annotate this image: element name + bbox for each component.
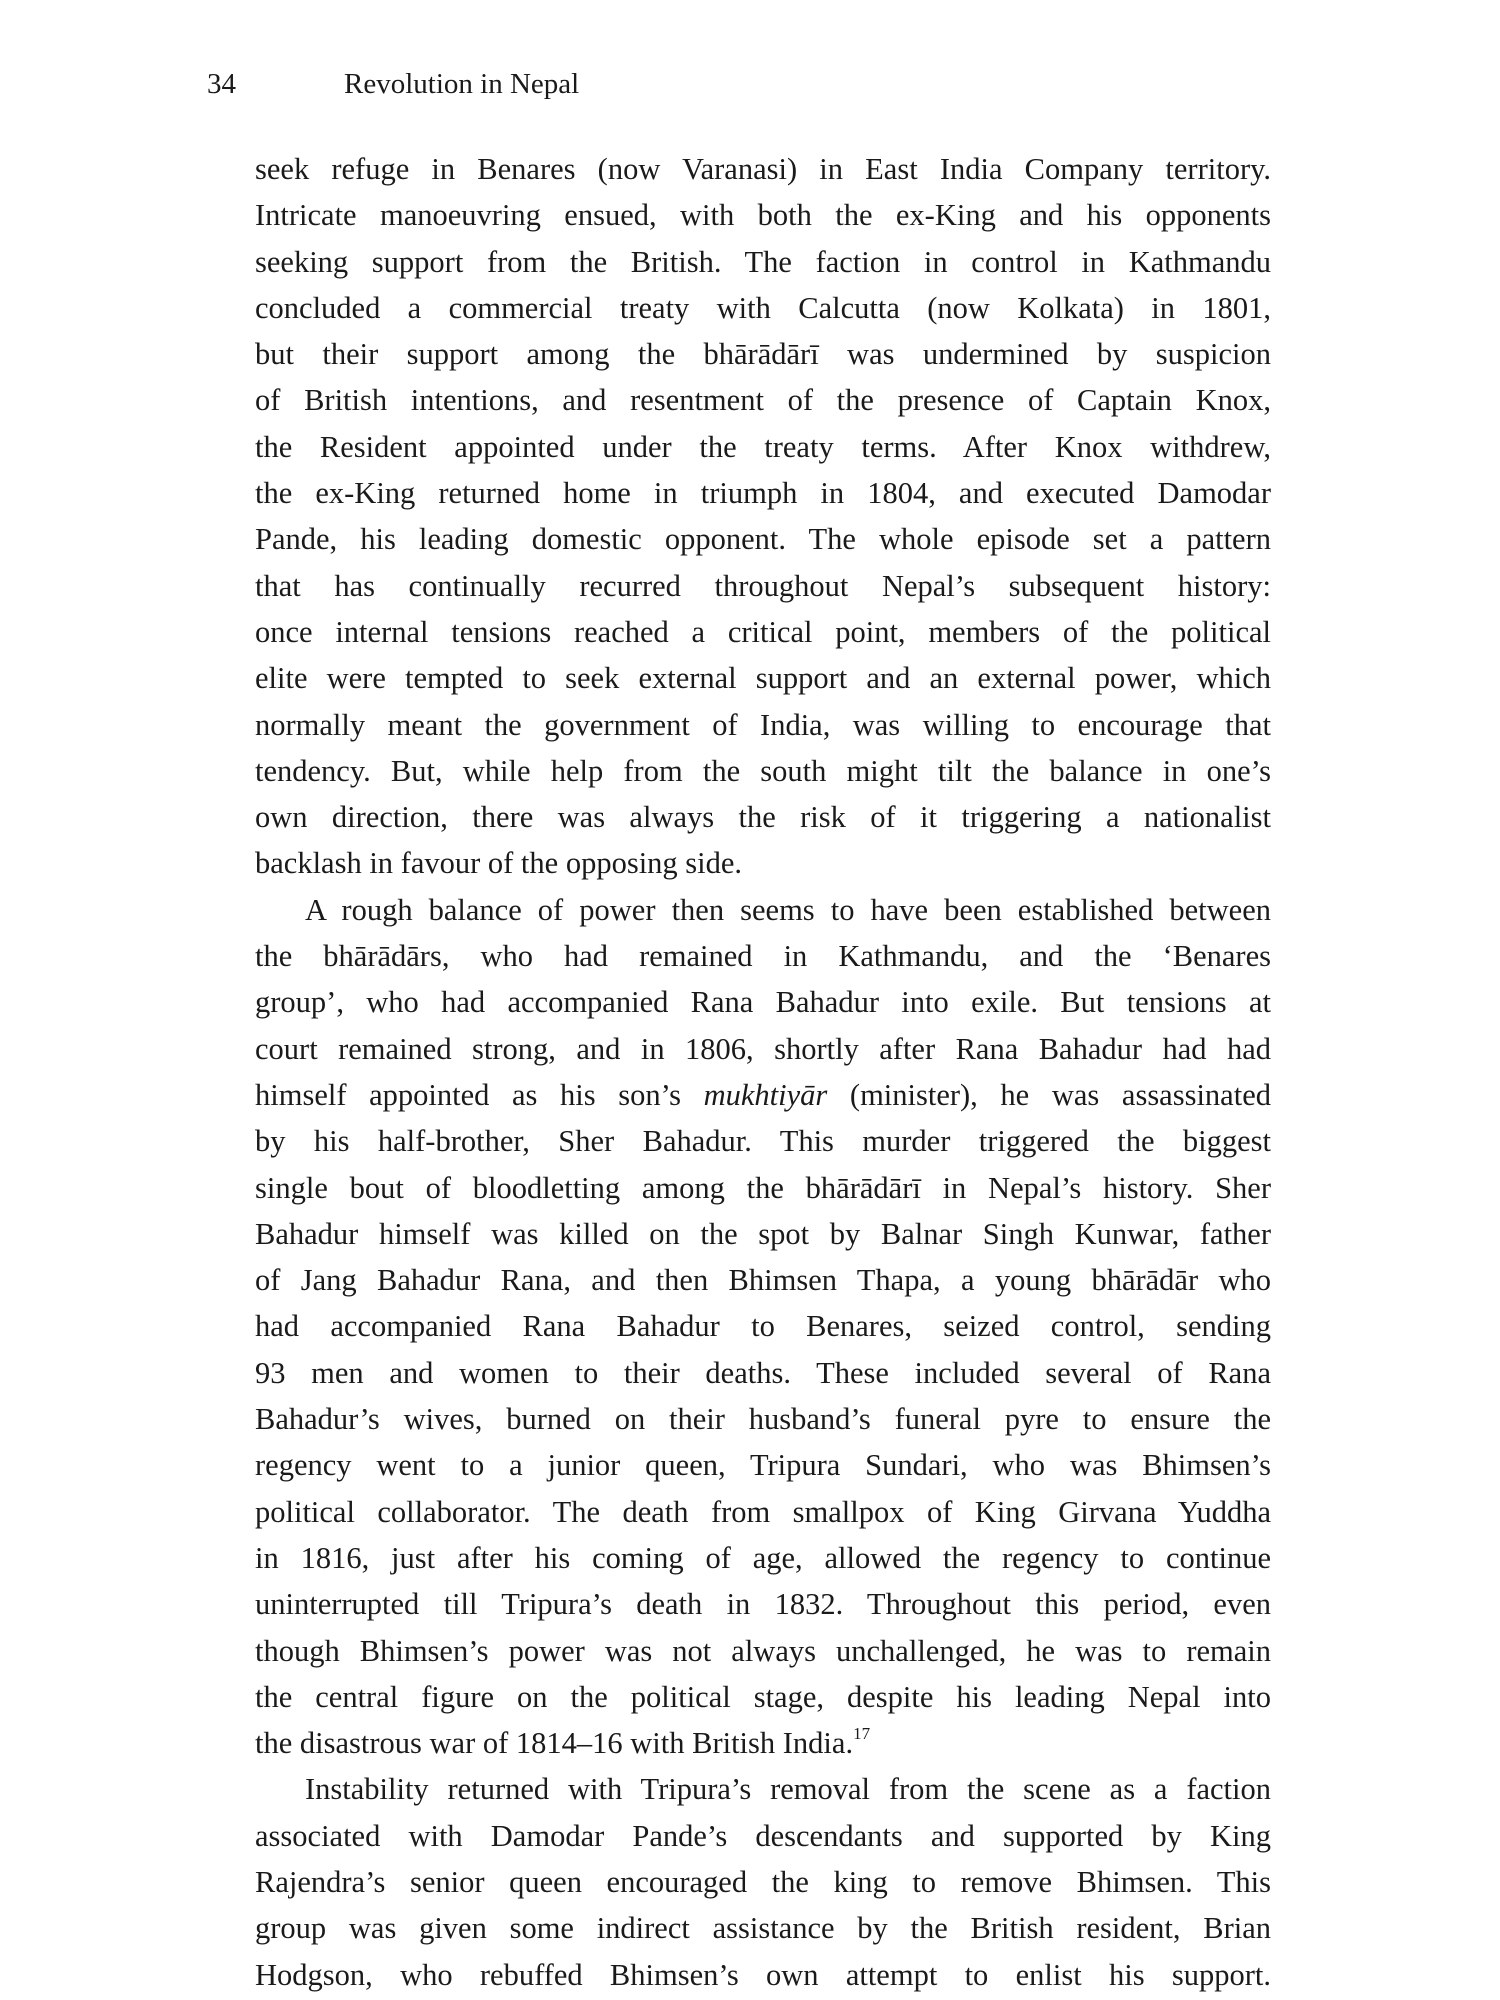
running-title: Revolution in Nepal	[344, 68, 580, 100]
text-segment: the bhārādārs, who had remained in Kathmandu, and the ‘Benares	[255, 939, 1271, 974]
text-line	[255, 146, 1271, 192]
text-line	[255, 1952, 1271, 1998]
text-line	[255, 1859, 1271, 1905]
page-number: 34	[207, 68, 236, 100]
text-line	[255, 933, 1271, 979]
text-line	[255, 748, 1271, 794]
text-line	[255, 377, 1271, 423]
text-segment: Rajendra’s senior queen encouraged the king to remove Bhimsen. This	[255, 1864, 1271, 1899]
text-segment: seek refuge in Benares (now Varanasi) in East India Company territory.	[255, 152, 1271, 186]
text-line	[255, 285, 1271, 331]
text-segment: himself appointed as his son’s	[255, 1077, 704, 1112]
text-segment: of Jang Bahadur Rana, and then Bhimsen Thapa, a young bhārādār who	[255, 1263, 1271, 1298]
text-segment: Instability returned with Tripura’s removal from the scene as a faction	[305, 1772, 1271, 1807]
text-segment: concluded a commercial treaty with Calcutta (now Kolkata) in 1801,	[255, 290, 1271, 325]
text-segment: in 1816, just after his coming of age, allowed the regency to continue	[255, 1540, 1271, 1575]
footnote-ref[interactable]: 17	[853, 1724, 871, 1744]
text-segment: backlash in favour of the opposing side.	[255, 846, 743, 881]
text-line	[255, 979, 1271, 1025]
text-segment: Pande, his leading domestic opponent. The whole episode set a pattern	[255, 522, 1271, 557]
text-line	[255, 192, 1271, 238]
text-segment: (minister), he was assassinated	[827, 1077, 1271, 1112]
text-line	[255, 1118, 1271, 1164]
text-segment: Bahadur’s wives, burned on their husband’s funeral pyre to ensure the	[255, 1402, 1271, 1437]
text-line	[255, 1905, 1271, 1951]
text-segment: group’, who had accompanied Rana Bahadur into exile. But tensions at	[255, 985, 1271, 1020]
text-line	[255, 470, 1271, 516]
paragraph	[255, 887, 1271, 1767]
text-segment: the disastrous war of 1814–16 with British India.	[255, 1726, 854, 1761]
italic-term: mukhtiyār	[703, 1077, 828, 1112]
text-line	[255, 840, 1271, 886]
text-line	[255, 516, 1271, 562]
text-segment: tendency. But, while help from the south might tilt the balance in one’s	[255, 753, 1271, 788]
text-segment: 93 men and women to their deaths. These included several of Rana	[255, 1355, 1271, 1390]
text-segment: Intricate manoeuvring ensued, with both the ex-King and his opponents	[255, 198, 1271, 233]
text-segment: once internal tensions reached a critical point, members of the political	[255, 614, 1271, 649]
text-line	[255, 1581, 1271, 1627]
text-line	[255, 1628, 1271, 1674]
text-segment: associated with Damodar Pande’s descendants and supported by King	[255, 1818, 1271, 1853]
text-segment: normally meant the government of India, was willing to encourage that	[255, 707, 1271, 742]
text-segment: single bout of bloodletting among the bhārādārī in Nepal’s history. Sher	[255, 1170, 1271, 1205]
text-segment: the central figure on the political stage, despite his leading Nepal into	[255, 1679, 1271, 1714]
text-segment: Hodgson, who rebuffed Bhimsen’s own attempt to enlist his support.	[255, 1957, 1271, 1992]
text-segment: had accompanied Rana Bahadur to Benares, seized control, sending	[255, 1309, 1271, 1344]
text-segment: the Resident appointed under the treaty terms. After Knox withdrew,	[255, 429, 1271, 464]
text-line	[255, 1535, 1271, 1581]
text-segment: own direction, there was always the risk of it triggering a nationalist	[255, 800, 1271, 835]
text-line	[255, 239, 1271, 285]
text-line	[255, 609, 1271, 655]
text-line	[255, 1350, 1271, 1396]
text-segment: but their support among the bhārādārī was undermined by suspicion	[255, 337, 1271, 372]
paragraph	[255, 146, 1271, 887]
text-line	[255, 1674, 1271, 1720]
running-header	[207, 68, 579, 101]
text-line	[255, 563, 1271, 609]
text-segment: by his half-brother, Sher Bahadur. This murder triggered the biggest	[255, 1124, 1271, 1159]
text-segment: though Bhimsen’s power was not always unchallenged, he was to remain	[255, 1633, 1271, 1668]
text-line	[255, 424, 1271, 470]
text-segment: the ex-King returned home in triumph in 1804, and executed Damodar	[255, 476, 1271, 511]
text-segment: uninterrupted till Tripura’s death in 1832. Throughout this period, even	[255, 1587, 1271, 1622]
text-line	[255, 1396, 1271, 1442]
text-segment: court remained strong, and in 1806, shortly after Rana Bahadur had had	[255, 1031, 1271, 1066]
text-segment: of British intentions, and resentment of the presence of Captain Knox,	[255, 383, 1271, 418]
text-segment: A rough balance of power then seems to have been established between	[305, 892, 1271, 927]
text-line	[255, 1442, 1271, 1488]
text-segment: that has continually recurred throughout Nepal’s subsequent history:	[255, 568, 1271, 603]
text-segment: elite were tempted to seek external support and an external power, which	[255, 661, 1271, 696]
text-segment: regency went to a junior queen, Tripura Sundari, who was Bhimsen’s	[255, 1448, 1271, 1483]
text-line	[255, 794, 1271, 840]
text-line	[255, 1211, 1271, 1257]
text-segment: seeking support from the British. The faction in control in Kathmandu	[255, 244, 1271, 279]
text-line	[255, 1720, 1271, 1766]
text-segment: Bahadur himself was killed on the spot by Balnar Singh Kunwar, father	[255, 1216, 1271, 1251]
text-line	[255, 1026, 1271, 1072]
text-line	[255, 331, 1271, 377]
text-line	[255, 1165, 1271, 1211]
paragraph	[255, 1766, 1271, 1997]
text-line	[255, 1072, 1271, 1118]
text-line	[255, 1303, 1271, 1349]
text-line	[255, 1813, 1271, 1859]
text-line	[255, 1257, 1271, 1303]
text-line	[255, 1489, 1271, 1535]
text-line	[255, 1766, 1271, 1812]
text-segment: political collaborator. The death from smallpox of King Girvana Yuddha	[255, 1494, 1271, 1529]
text-segment: group was given some indirect assistance by the British resident, Brian	[255, 1911, 1271, 1946]
text-line	[255, 655, 1271, 701]
text-line	[255, 887, 1271, 933]
text-line	[255, 702, 1271, 748]
body-text	[255, 146, 1271, 1998]
